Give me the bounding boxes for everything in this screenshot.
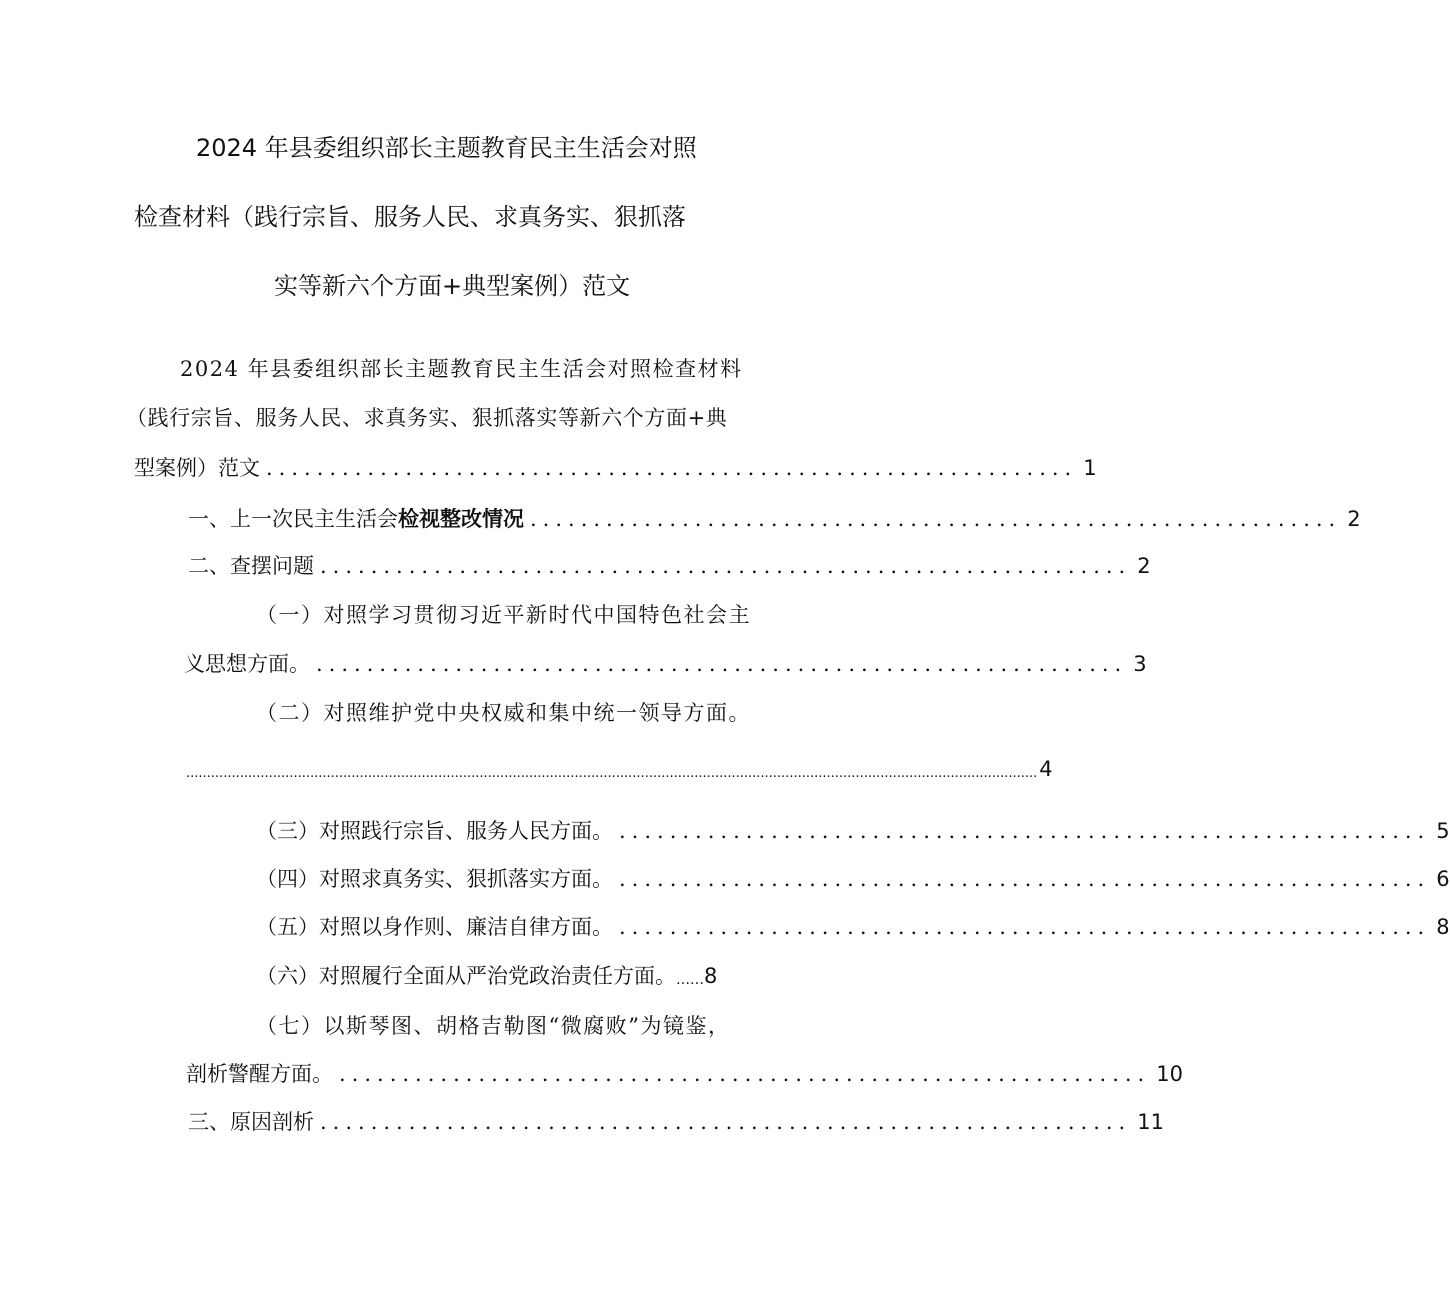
toc-entry-item-3[interactable] bbox=[256, 819, 1450, 843]
doc-title-line-3: 实等新六个方面+典型案例）范文 bbox=[274, 272, 631, 300]
toc-section-1-label bbox=[188, 508, 524, 530]
toc-page-number: 1 bbox=[1083, 456, 1097, 480]
toc-page-number: 4 bbox=[1039, 757, 1053, 781]
toc-leader-dots: ................................................................ bbox=[339, 1062, 1151, 1086]
toc-leader-dots: ................................................................ bbox=[266, 456, 1078, 480]
toc-item-1-line-2: 义思想方面。 bbox=[184, 652, 310, 676]
toc-item-6-dots: …… bbox=[676, 972, 704, 988]
toc-entry-item-4[interactable] bbox=[256, 867, 1450, 891]
toc-item-3-label: （三）对照践行宗旨、服务人民方面。 bbox=[256, 819, 613, 843]
toc-page-number: 11 bbox=[1137, 1110, 1164, 1134]
toc-leader-dots: ................................................................ bbox=[320, 554, 1132, 578]
toc-entry-item-7[interactable] bbox=[186, 1062, 1183, 1086]
toc-leader-dots: ................................................................ bbox=[320, 1110, 1132, 1134]
toc-page-number: 8 bbox=[704, 964, 718, 988]
toc-main-title-line-3: 型案例）范文 bbox=[134, 456, 260, 480]
toc-main-title-line-2: （践行宗旨、服务人民、求真务实、狠抓落实等新六个方面+典 bbox=[126, 406, 728, 430]
toc-main-title-line-1: 2024 年县委组织部长主题教育民主生活会对照检查材料 bbox=[180, 357, 743, 381]
toc-entry-main-title[interactable] bbox=[134, 456, 1097, 480]
toc-page-number: 2 bbox=[1347, 507, 1361, 531]
toc-leader-dots: ................................................................ bbox=[619, 819, 1431, 843]
toc-section-2-label: 二、查摆问题 bbox=[188, 554, 314, 578]
toc-item-2-line-1: （二）对照维护党中央权威和集中统一领导方面。 bbox=[256, 701, 751, 725]
toc-item-7-line-1: （七）以斯琴图、胡格吉勒图“微腐败”为镜鉴， bbox=[256, 1014, 731, 1038]
toc-leader-dots: ................................................................ bbox=[316, 652, 1128, 676]
toc-section-1-prefix: 一、上一次民主生活会 bbox=[188, 507, 398, 531]
toc-item-1-line-1: （一）对照学习贯彻习近平新时代中国特色社会主 bbox=[256, 603, 751, 627]
toc-leader-dots: .............................................................................................................................................................................................................. bbox=[186, 766, 1038, 781]
toc-entry-item-5[interactable] bbox=[256, 915, 1450, 939]
toc-page-number: 3 bbox=[1133, 652, 1147, 676]
toc-item-7-line-2: 剖析警醒方面。 bbox=[186, 1062, 333, 1086]
toc-page-number: 10 bbox=[1156, 1062, 1183, 1086]
toc-leader-dots: ................................................................ bbox=[530, 507, 1342, 531]
toc-page-number: 6 bbox=[1436, 867, 1450, 891]
toc-entry-item-1[interactable] bbox=[184, 652, 1147, 676]
toc-section-3-label: 三、原因剖析 bbox=[188, 1110, 314, 1134]
toc-leader-dots: ................................................................ bbox=[619, 867, 1431, 891]
toc-page-number: 2 bbox=[1137, 554, 1151, 578]
toc-page-number: 5 bbox=[1436, 819, 1450, 843]
doc-title-line-2: 检查材料（践行宗旨、服务人民、求真务实、狠抓落 bbox=[134, 203, 686, 231]
toc-entry-item-2[interactable] bbox=[186, 757, 1053, 781]
toc-leader-dots: ................................................................ bbox=[619, 915, 1431, 939]
toc-entry-section-3[interactable] bbox=[188, 1110, 1164, 1134]
toc-section-1-bold: 检视整改情况 bbox=[398, 506, 524, 531]
toc-entry-item-6[interactable] bbox=[256, 966, 796, 987]
toc-entry-section-1[interactable] bbox=[188, 506, 1361, 531]
toc-item-5-label: （五）对照以身作则、廉洁自律方面。 bbox=[256, 915, 613, 939]
doc-title-line-1: 2024 年县委组织部长主题教育民主生活会对照 bbox=[196, 134, 697, 162]
toc-item-6-label: （六）对照履行全面从严治党政治责任方面。 bbox=[256, 964, 676, 988]
toc-entry-section-2[interactable] bbox=[188, 554, 1151, 578]
toc-item-4-label: （四）对照求真务实、狠抓落实方面。 bbox=[256, 867, 613, 891]
toc-page-number: 8 bbox=[1436, 915, 1450, 939]
